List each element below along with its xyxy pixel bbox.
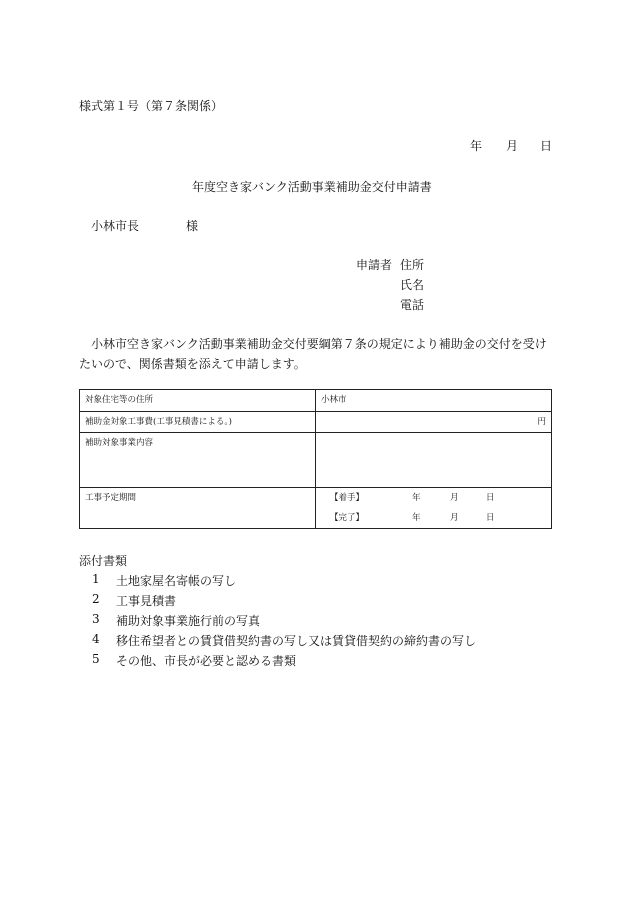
attachment-text: その他、市長が必要と認める書類 bbox=[116, 654, 297, 668]
applicant-label: 申請者 bbox=[356, 258, 393, 272]
attachment-num: 3 bbox=[92, 612, 100, 626]
attachments-heading: 添付書類 bbox=[79, 554, 128, 568]
content-value[interactable] bbox=[316, 433, 552, 488]
period-start-day: 日 bbox=[486, 493, 495, 503]
date-year: 年 bbox=[470, 139, 483, 153]
attachment-num: 1 bbox=[92, 572, 100, 586]
table-row-address bbox=[80, 390, 552, 412]
attachment-text: 工事見積書 bbox=[116, 594, 177, 608]
addressee-honorific: 様 bbox=[186, 219, 199, 233]
body-text-line2: たいので、関係書類を添えて申請します。 bbox=[79, 357, 306, 371]
period-end-day: 日 bbox=[486, 513, 495, 523]
period-label: 工事予定期間 bbox=[80, 488, 316, 529]
date-month: 月 bbox=[506, 139, 519, 153]
period-end-year: 年 bbox=[412, 513, 421, 523]
period-start-year: 年 bbox=[412, 493, 421, 503]
period-end-month: 月 bbox=[450, 513, 459, 523]
applicant-address-label: 住所 bbox=[400, 258, 425, 272]
attachment-text: 土地家屋名寄帳の写し bbox=[116, 574, 237, 588]
addressee-name: 小林市長 bbox=[91, 219, 140, 233]
content-label: 補助対象事業内容 bbox=[80, 433, 316, 488]
attachment-num: 4 bbox=[92, 632, 100, 646]
attachment-text: 移住希望者との賃貸借契約書の写し又は賃貸借契約の締約書の写し bbox=[116, 634, 477, 648]
applicant-name-label: 氏名 bbox=[400, 278, 425, 292]
cost-unit[interactable]: 円 bbox=[316, 412, 552, 433]
attachment-text: 補助対象事業施行前の写真 bbox=[116, 614, 261, 628]
application-table bbox=[79, 389, 552, 529]
table-row-cost bbox=[80, 412, 552, 433]
address-value[interactable]: 小林市 bbox=[316, 390, 552, 412]
attachment-num: 2 bbox=[92, 592, 100, 606]
attachment-num: 5 bbox=[92, 652, 100, 666]
period-end-label: 【完了】 bbox=[330, 513, 365, 523]
period-value[interactable] bbox=[316, 488, 552, 529]
document-title: 年度空き家バンク活動事業補助金交付申請書 bbox=[192, 180, 432, 194]
cost-label: 補助金対象工事費(工事見積書による。) bbox=[80, 412, 316, 433]
body-text-line1: 小林市空き家バンク活動事業補助金交付要綱第７条の規定により補助金の交付を受け bbox=[91, 337, 547, 351]
table-row-content bbox=[80, 433, 552, 488]
period-start-month: 月 bbox=[450, 493, 459, 503]
form-number: 様式第１号（第７条関係） bbox=[79, 99, 224, 113]
period-start-label: 【着手】 bbox=[330, 493, 365, 503]
date-day: 日 bbox=[540, 139, 553, 153]
address-label: 対象住宅等の住所 bbox=[80, 390, 316, 412]
applicant-phone-label: 電話 bbox=[400, 298, 425, 312]
table-row-period bbox=[80, 488, 552, 529]
